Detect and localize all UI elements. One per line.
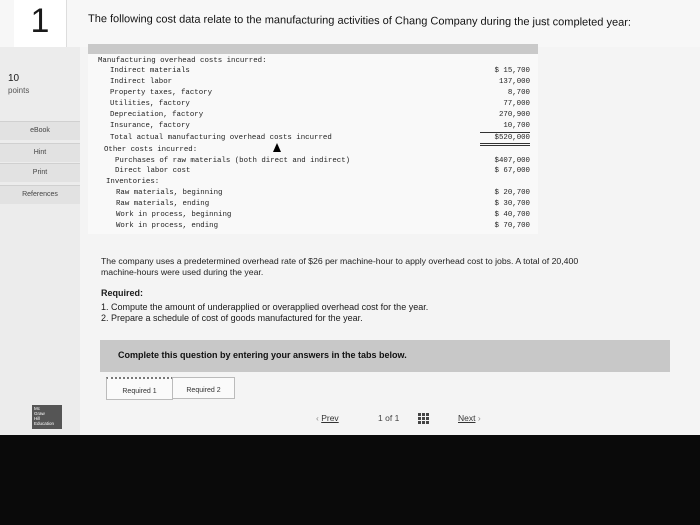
required-item-1: 1. Compute the amount of underapplied or overapplied overhead cost for the year.: [101, 302, 429, 312]
points-label: points: [8, 86, 30, 95]
table-row: Work in process, beginning $ 40,700: [116, 211, 530, 219]
cost-data-table: [88, 44, 538, 234]
table-row: Indirect labor 137,000: [110, 78, 530, 86]
table-row: Insurance, factory 10,700: [110, 122, 530, 130]
table-row: Indirect materials $ 15,700: [110, 67, 530, 75]
required-title: Required:: [101, 288, 144, 298]
table-header-bar: [88, 44, 538, 54]
table-row: Work in process, ending $ 70,700: [116, 222, 530, 230]
problem-text-line-2: machine-hours were used during the year.: [101, 267, 264, 277]
page-indicator: 1 of 1: [378, 413, 400, 423]
chevron-right-icon: ›: [475, 413, 481, 423]
prev-button[interactable]: ‹ Prev: [316, 413, 339, 423]
points-value: 10: [8, 73, 20, 84]
table-row: Utilities, factory 77,000: [110, 100, 530, 108]
table-row: Property taxes, factory 8,700: [110, 89, 530, 97]
print-button[interactable]: Print: [0, 163, 80, 182]
table-row: Direct labor cost $ 67,000: [115, 167, 530, 175]
overhead-header: Manufacturing overhead costs incurred:: [98, 57, 267, 65]
instruction-banner: [100, 340, 670, 372]
next-button[interactable]: Next ›: [458, 413, 481, 423]
chevron-left-icon: ‹: [316, 413, 322, 423]
total-overhead-row: Total actual manufacturing overhead costs incurred $520,000: [110, 134, 530, 142]
total-double-rule: [480, 143, 530, 146]
table-row: Purchases of raw materials (both direct and indirect) $407,000: [115, 157, 530, 165]
table-row: Raw materials, beginning $ 20,700: [116, 189, 530, 197]
question-intro: The following cost data relate to the manufacturing activities of Chang Company during the just completed year:: [87, 13, 631, 29]
question-number: 1: [14, 0, 67, 47]
instruction-text: Complete this question by entering your answers in the tabs below.: [118, 350, 407, 360]
tab-required-2[interactable]: Required 2: [172, 377, 235, 399]
inventories-header: Inventories:: [106, 178, 160, 186]
ebook-button[interactable]: eBook: [0, 121, 80, 140]
required-item-2: 2. Prepare a schedule of cost of goods manufactured for the year.: [101, 313, 363, 323]
table-row: Depreciation, factory 270,900: [110, 111, 530, 119]
problem-text-line-1: The company uses a predetermined overhead rate of $26 per machine-hour to apply overhead cost to jobs. A total of 20,400: [101, 256, 579, 266]
mouse-cursor-icon: [273, 143, 281, 152]
references-button[interactable]: References: [0, 185, 80, 204]
mcgraw-hill-logo: Mc Graw Hill Education: [32, 405, 62, 429]
other-costs-header: Other costs incurred:: [104, 146, 198, 154]
question-grid-icon[interactable]: [418, 413, 430, 424]
hint-button[interactable]: Hint: [0, 143, 80, 162]
dark-bezel: [0, 435, 700, 525]
table-row: Raw materials, ending $ 30,700: [116, 200, 530, 208]
sidebar: [0, 47, 80, 435]
tab-required-1[interactable]: Required 1: [106, 377, 173, 400]
